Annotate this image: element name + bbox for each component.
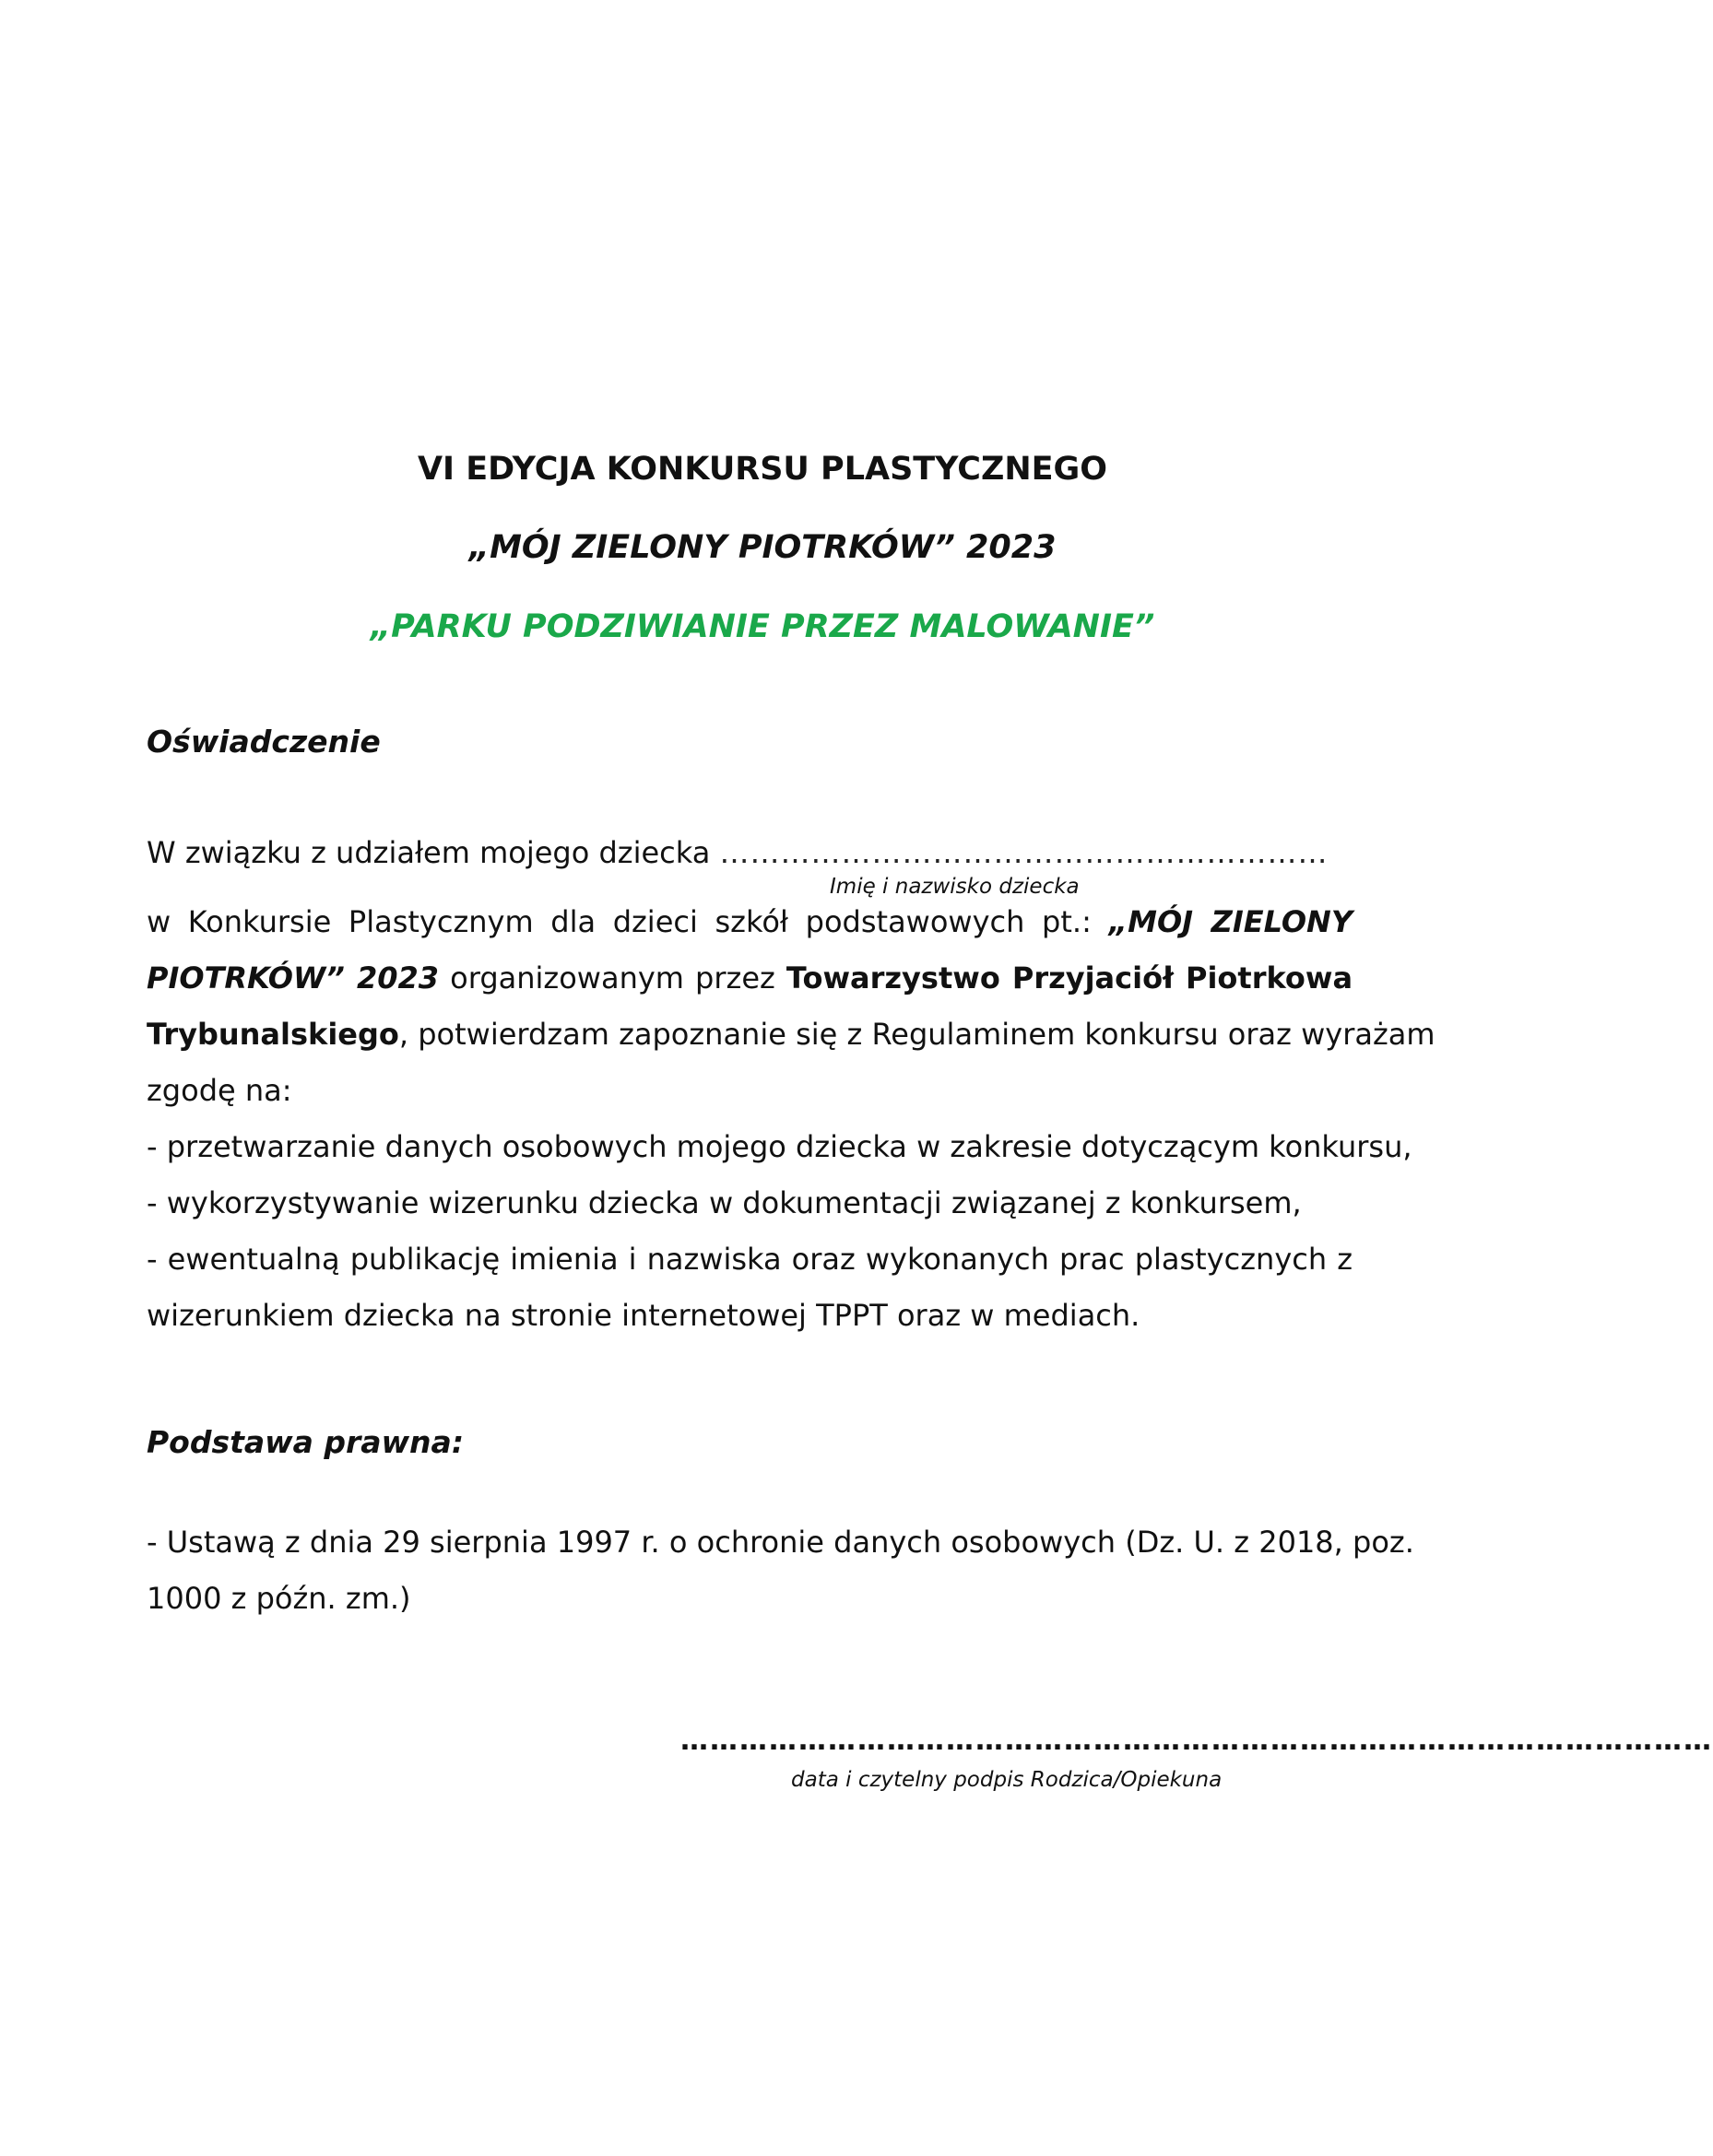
consent-item-2: - wykorzystywanie wizerunku dziecka w dokumentacji związanej z konkursem,: [147, 1185, 1302, 1220]
statement-intro-line: [147, 834, 1353, 871]
child-name-dots: ……………………………………………………: [719, 835, 1329, 870]
child-name-caption: Imię i nazwisko dziecka: [830, 875, 1080, 899]
title-contest-name: „MÓJ ZIELONY PIOTRKÓW” 2023: [468, 529, 1057, 566]
statement-line-3: [147, 1016, 1435, 1053]
statement-heading: Oświadczenie: [147, 724, 381, 760]
statement-line-3-text: , potwierdzam zapoznanie się z Regulaminem konkursu oraz wyrażam: [398, 1017, 1435, 1052]
legal-basis-line-1: - Ustawą z dnia 29 sierpnia 1997 r. o ochronie danych osobowych (Dz. U. z 2018, poz.: [147, 1525, 1414, 1560]
statement-line-1-text: w Konkursie Plastycznym dla dzieci szkół podstawowych pt.:: [147, 904, 1092, 939]
consent-item-1: - przetwarzanie danych osobowych mojego dziecka w zakresie dotyczącym konkursu,: [147, 1129, 1412, 1164]
title-edition: VI EDYCJA KONKURSU PLASTYCZNEGO: [417, 451, 1108, 488]
statement-line-3-organizer: Trybunalskiego: [147, 1017, 399, 1052]
signature-dots: ……………………………………………………………………………………………: [680, 1725, 1713, 1757]
legal-basis-heading: Podstawa prawna:: [147, 1424, 465, 1460]
statement-line-2-text: organizowanym przez: [450, 960, 775, 996]
statement-line-1: [147, 903, 1353, 940]
statement-line-2-organizer: Towarzystwo Przyjaciół Piotrkowa: [786, 960, 1353, 996]
statement-line-2: [147, 960, 1353, 996]
statement-line-2-contest: PIOTRKÓW” 2023: [147, 960, 440, 996]
consent-item-3: - ewentualną publikację imienia i nazwiska oraz wykonanych prac plastycznych z: [147, 1242, 1353, 1277]
consent-item-3-continued: wizerunkiem dziecka na stronie internetowej TPPT oraz w mediach.: [147, 1298, 1140, 1333]
signature-caption: data i czytelny podpis Rodzica/Opiekuna: [791, 1768, 1223, 1792]
title-theme: „PARKU PODZIWIANIE PRZEZ MALOWANIE”: [370, 608, 1155, 645]
statement-line-4: zgodę na:: [147, 1073, 292, 1108]
legal-basis-line-2: 1000 z późn. zm.): [147, 1581, 411, 1616]
statement-line-1-contest: „MÓJ ZIELONY: [1108, 904, 1353, 939]
statement-intro-text: W związku z udziałem mojego dziecka: [147, 835, 711, 870]
